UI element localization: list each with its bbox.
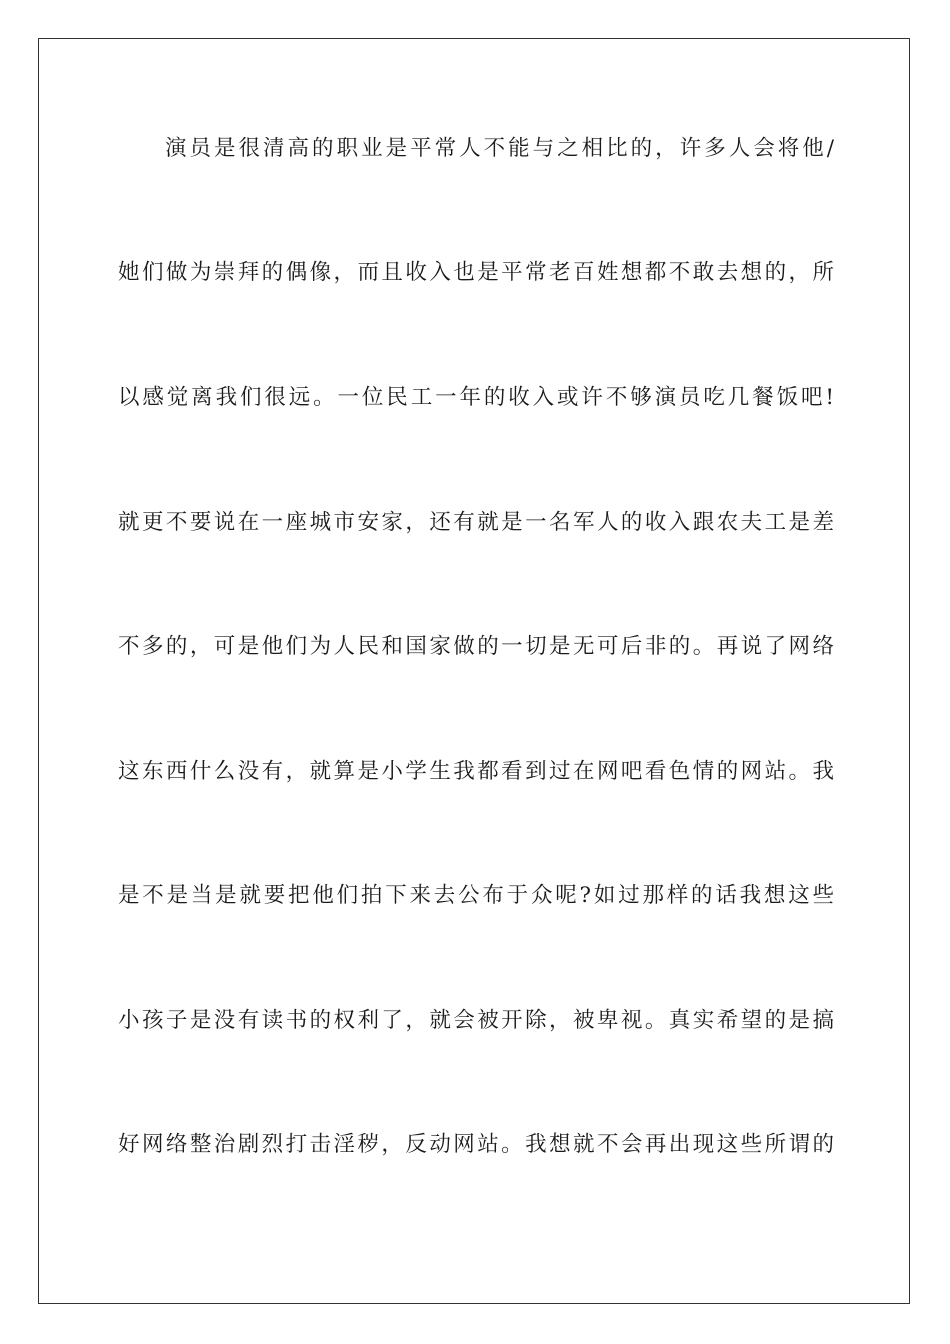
paragraph-line-6: 这东西什么没有，就算是小学生我都看到过在网吧看色情的网站。我 xyxy=(118,759,834,784)
paragraph-line-4: 就更不要说在一座城市安家，还有就是一名军人的收入跟农夫工是差 xyxy=(118,510,834,535)
paragraph-line-2: 她们做为崇拜的偶像，而且收入也是平常老百姓想都不敢去想的，所 xyxy=(118,260,834,285)
paragraph-line-3: 以感觉离我们很远。一位民工一年的收入或许不够演员吃几餐饭吧! xyxy=(118,385,834,410)
paragraph-line-5: 不多的，可是他们为人民和国家做的一切是无可后非的。再说了网络 xyxy=(118,634,834,659)
paragraph-line-9: 好网络整治剧烈打击淫秽，反动网站。我想就不会再出现这些所谓的 xyxy=(118,1132,834,1157)
paragraph-line-8: 小孩子是没有读书的权利了，就会被开除，被卑视。真实希望的是搞 xyxy=(118,1008,834,1033)
page-border xyxy=(38,38,910,1304)
paragraph-line-7: 是不是当是就要把他们拍下来去公布于众呢?如过那样的话我想这些 xyxy=(118,883,834,908)
paragraph-line-1: 演员是很清高的职业是平常人不能与之相比的，许多人会将他/ xyxy=(165,136,834,161)
